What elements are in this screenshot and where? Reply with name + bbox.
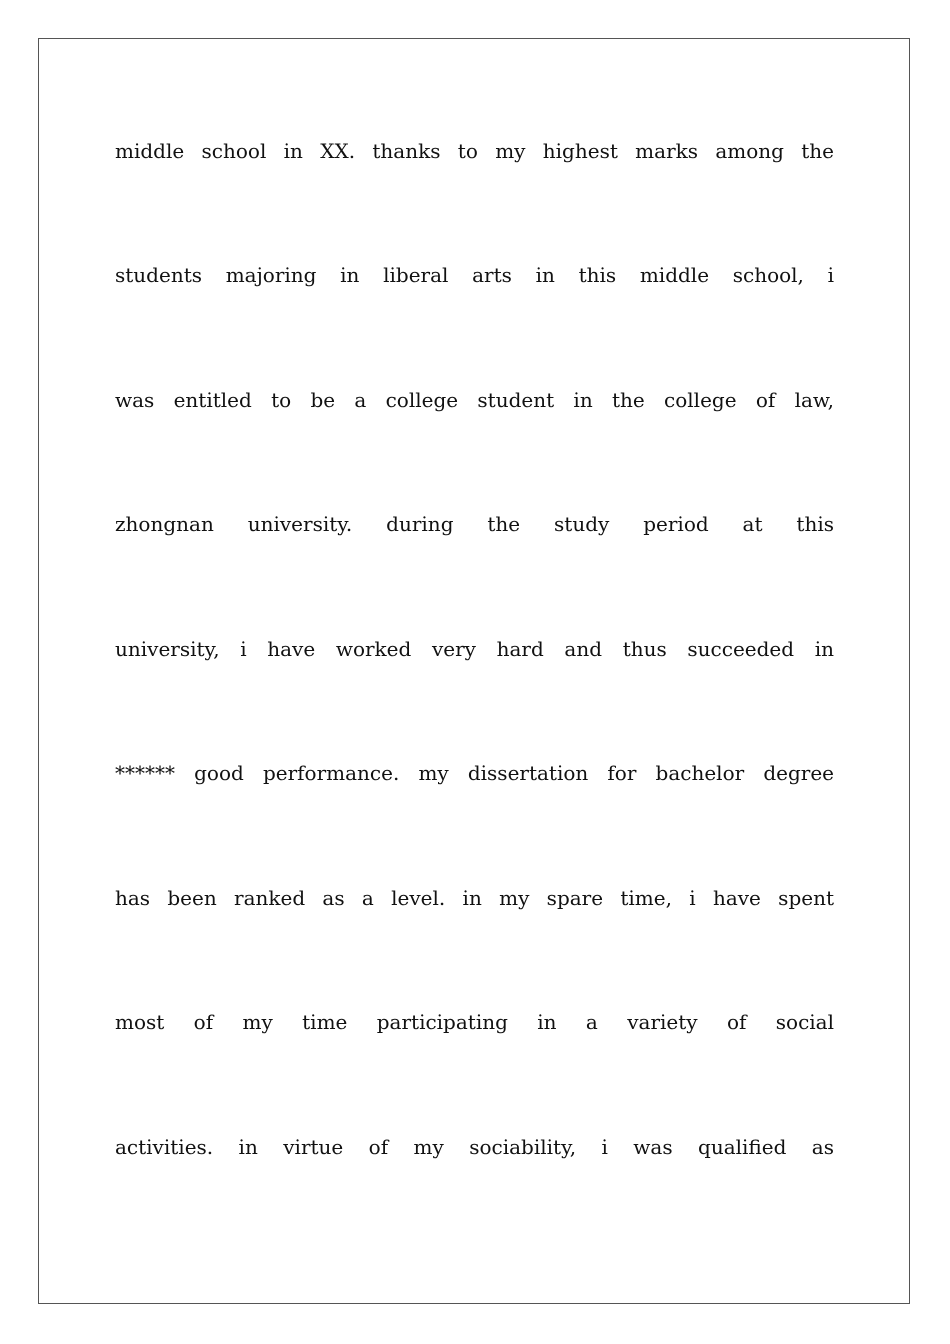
text-line-9: activities. in virtue of my sociability, i was qualified as <box>115 1135 834 1159</box>
text-line-8: most of my time participating in a variety of social <box>115 1010 834 1034</box>
text-line-7: has been ranked as a level. in my spare time, i have spent <box>115 886 834 910</box>
text-line-3: was entitled to be a college student in the college of law, <box>115 388 834 412</box>
text-line-1: middle school in XX. thanks to my highest marks among the <box>115 139 834 163</box>
text-line-6: ****** good performance. my dissertation for bachelor degree <box>115 761 834 785</box>
text-line-4: zhongnan university. during the study period at this <box>115 512 834 536</box>
text-line-5: university, i have worked very hard and thus succeeded in <box>115 637 834 661</box>
document-page <box>38 38 910 1304</box>
text-line-2: students majoring in liberal arts in this middle school, i <box>115 263 834 287</box>
